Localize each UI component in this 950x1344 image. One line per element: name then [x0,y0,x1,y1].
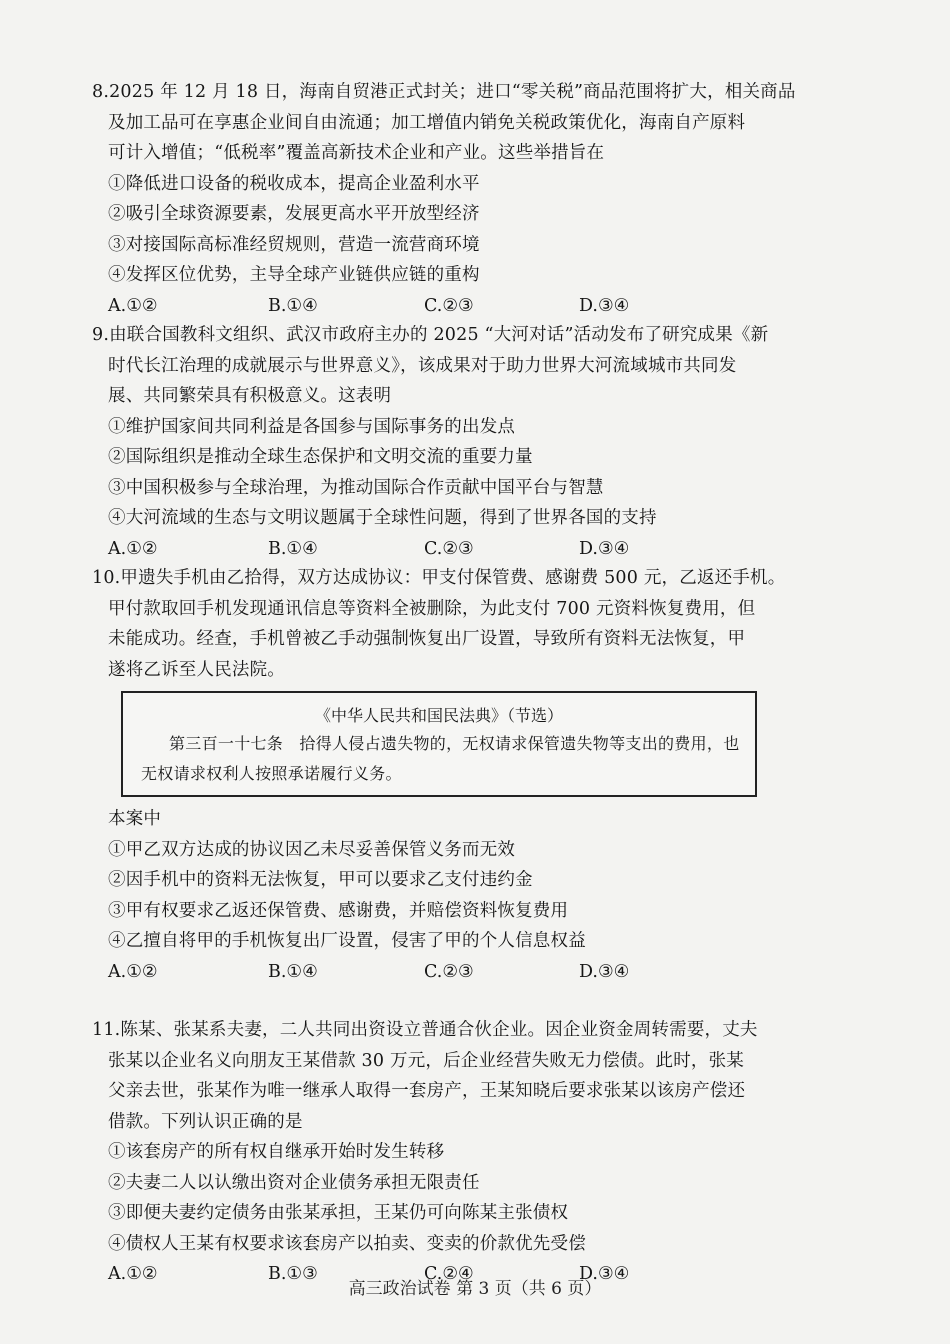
choice-c: C.②④ [424,1264,474,1284]
page-footer: 高三政治试卷 第 3 页（共 6 页） [348,1279,602,1299]
question-stem-line: 8.2025 年 12 月 18 日，海南自贸港正式封关；进口“零关税”商品范围将扩大，相关商品 [92,82,796,102]
choice-d: D.③④ [579,1264,630,1284]
answer-choices [92,957,872,988]
choice-c: C.②③ [424,538,474,559]
choice-b: B.①④ [268,295,318,316]
question-8 [92,77,872,321]
question-stem-line: 及加工品可在享惠企业间自由流通；加工增值内销免关税政策优化，海南自产原料 [108,112,746,133]
statement-option: ③对接国际高标准经贸规则，营造一流营商环境 [108,234,480,255]
question-stem-line: 借款。下列认识正确的是 [108,1111,303,1132]
statement-option: ④乙擅自将甲的手机恢复出厂设置，侵害了甲的个人信息权益 [108,931,586,951]
question-stem-line: 未能成功。经查，手机曾被乙手动强制恢复出厂设置，导致所有资料无法恢复，甲 [108,629,746,649]
question-lead: 本案中 [108,809,162,829]
question-stem-line: 11.陈某、张某系夫妻，二人共同出资设立普通合伙企业。因企业资金周转需要，丈夫 [92,1020,758,1040]
statement-option: ①甲乙双方达成的协议因乙未尽妥善保管义务而无效 [108,839,516,860]
choice-b: B.①③ [268,1264,318,1284]
choice-d: D.③④ [579,538,630,559]
statement-option: ③甲有权要求乙返还保管费、感谢费，并赔偿资料恢复费用 [108,900,569,921]
answer-choices [92,534,872,565]
question-10 [92,563,872,685]
choice-a: A.①② [108,538,158,559]
choice-b: B.①④ [268,961,318,982]
choice-d: D.③④ [579,961,630,982]
question-stem-line: 展、共同繁荣具有积极意义。这表明 [108,386,392,406]
question-stem-line: 张某以企业名义向朋友王某借款 30 万元，后企业经营失败无力偿债。此时，张某 [108,1050,744,1071]
statement-option: ④大河流域的生态与文明议题属于全球性问题，得到了世界各国的支持 [108,508,657,528]
answer-choices [92,291,872,322]
question-stem-line: 时代长江治理的成就展示与世界意义》，该成果对于助力世界大河流域城市共同发 [108,355,737,376]
choice-d: D.③④ [579,295,630,316]
statement-option: ②因手机中的资料无法恢复，甲可以要求乙支付违约金 [108,870,533,890]
choice-c: C.②③ [424,295,474,316]
choice-a: A.①② [108,295,158,316]
question-9 [92,320,872,564]
question-stem-line: 遂将乙诉至人民法院。 [108,659,285,680]
statement-option: ①该套房产的所有权自继承开始时发生转移 [108,1142,445,1162]
question-stem-line: 父亲去世，张某作为唯一继承人取得一套房产，王某知晓后要求张某以该房产偿还 [108,1081,746,1101]
question-11 [92,1015,872,1290]
question-stem-line: 10.甲遗失手机由乙拾得，双方达成协议：甲支付保管费、感谢费 500 元，乙返还手机。 [92,568,786,588]
statement-option: ④债权人王某有权要求该套房产以拍卖、变卖的价款优先受偿 [108,1233,586,1254]
law-excerpt-title: 《中华人民共和国民法典》（节选） [314,706,563,725]
law-excerpt-text: 第三百一十七条 拾得人侵占遗失物的，无权请求保管遗失物等支出的费用，也无权请求权利人按照承诺履行义务。 [141,734,740,783]
question-stem-line: 甲付款取回手机发现通讯信息等资料全被删除，为此支付 700 元资料恢复费用，但 [108,598,756,619]
statement-option: ②夫妻二人以认缴出资对企业债务承担无限责任 [108,1172,480,1193]
question-stem-line: 可计入增值；“低税率”覆盖高新技术企业和产业。这些举措旨在 [108,143,605,163]
statement-option: ①维护国家间共同利益是各国参与国际事务的出发点 [108,416,516,437]
statement-option: ①降低进口设备的税收成本，提高企业盈利水平 [108,173,480,194]
statement-option: ②国际组织是推动全球生态保护和文明交流的重要力量 [108,447,533,467]
law-excerpt-box [121,691,757,797]
choice-a: A.①② [108,961,158,982]
statement-option: ③中国积极参与全球治理，为推动国际合作贡献中国平台与智慧 [108,477,604,498]
statement-option: ③即便夫妻约定债务由张某承担，王某仍可向陈某主张债权 [108,1203,569,1223]
question-stem-line: 9.由联合国教科文组织、武汉市政府主办的 2025 “大河对话”活动发布了研究成果《新 [92,325,769,345]
question-10-options [92,804,872,987]
choice-c: C.②③ [424,961,474,982]
statement-option: ②吸引全球资源要素，发展更高水平开放型经济 [108,204,480,224]
choice-b: B.①④ [268,538,318,559]
statement-option: ④发挥区位优势，主导全球产业链供应链的重构 [108,265,480,285]
choice-a: A.①② [108,1264,158,1284]
